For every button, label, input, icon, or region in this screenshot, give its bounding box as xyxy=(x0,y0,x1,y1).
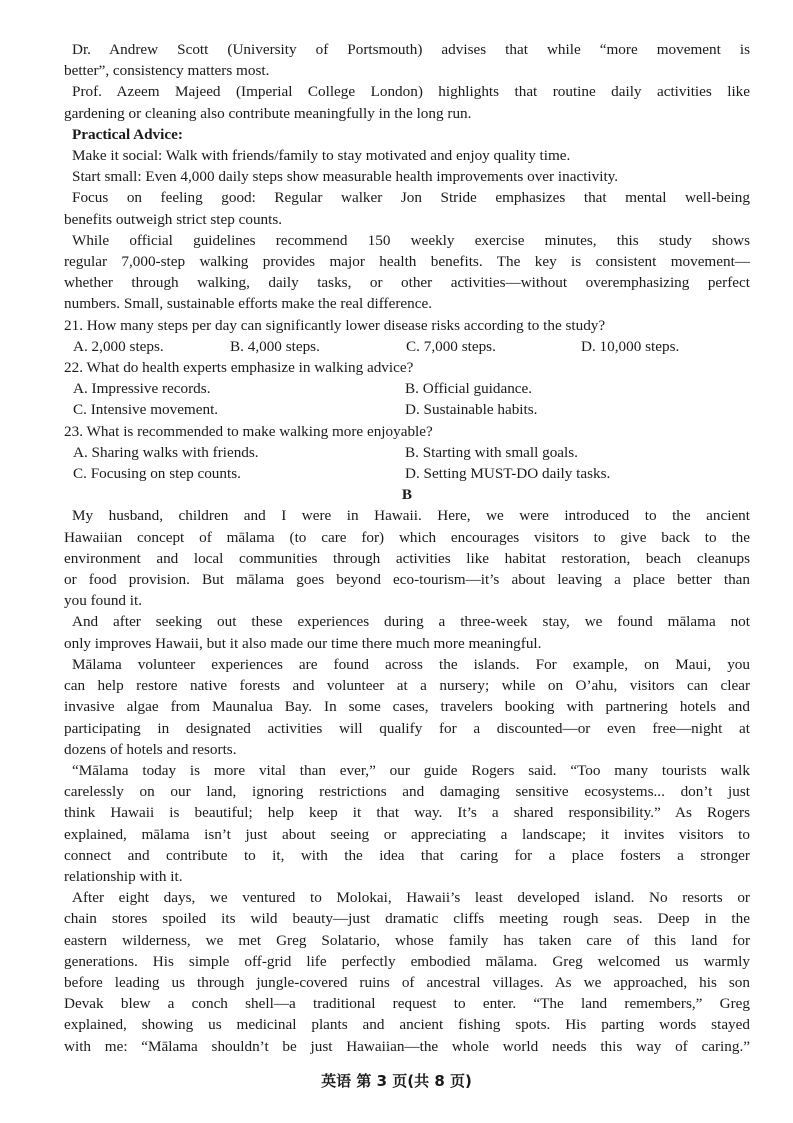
text-line: regular 7,000-step walking provides major health benefits. The key is consistent movement— xyxy=(64,253,750,271)
answer-option[interactable]: C. Intensive movement. xyxy=(73,401,219,419)
text-line: carelessly on our land, ignoring restrictions and damaging sensitive ecosystems... don’t just xyxy=(64,783,750,801)
text-line: participating in designated activities will qualify for a discounted—or even free—night at xyxy=(64,719,750,737)
text-line: While official guidelines recommend 150 weekly exercise minutes, this study shows xyxy=(72,231,750,249)
text-line: Mālama volunteer experiences are found across the islands. For example, on Maui, you xyxy=(72,655,750,673)
text-line: generations. His simple off-grid life perfectly embodied mālama. Greg welcomed us warmly xyxy=(64,952,750,970)
text-line: invasive algae from Maunalua Bay. In some cases, travelers booking with partnering hotels and xyxy=(64,698,750,716)
question-stem: 23. What is recommended to make walking more enjoyable? xyxy=(64,422,433,440)
answer-option[interactable]: A. Sharing walks with friends. xyxy=(73,443,259,461)
text-line: before leading us through jungle-covered ruins of ancestral villages. As we approached, his son xyxy=(64,973,750,991)
text-line: only improves Hawaii, but it also made our time there much more meaningful. xyxy=(64,634,542,652)
answer-option[interactable]: D. 10,000 steps. xyxy=(581,337,680,355)
text-line: Hawaiian concept of mālama (to care for) which encourages visitors to give back to the xyxy=(64,528,750,546)
practical-advice-heading: Practical Advice: xyxy=(72,125,183,143)
text-line: gardening or cleaning also contribute meaningfully in the long run. xyxy=(64,104,472,122)
section-b-heading: B xyxy=(401,486,413,504)
answer-option[interactable]: B. Official guidance. xyxy=(405,380,533,398)
passage-b xyxy=(64,505,750,1056)
text-line: Dr. Andrew Scott (University of Portsmouth) advises that while “more movement is xyxy=(72,41,750,58)
answer-option[interactable]: A. 2,000 steps. xyxy=(73,337,164,355)
text-line: My husband, children and I were in Hawaii. Here, we were introduced to the ancient xyxy=(72,507,750,525)
text-line: After eight days, we ventured to Molokai, Hawaii’s least developed island. No resorts or xyxy=(72,889,750,907)
answer-option[interactable]: B. 4,000 steps. xyxy=(230,337,320,355)
text-line: explained, showing us medicinal plants and ancient fishing spots. His parting words stayed xyxy=(64,1016,750,1034)
text-line: connect and contribute to it, with the idea that caring for a place fosters a stronger xyxy=(64,846,750,864)
answer-option[interactable]: D. Sustainable habits. xyxy=(405,401,538,419)
question-item xyxy=(64,421,750,485)
question-item xyxy=(64,315,750,357)
text-line: or food provision. But mālama goes beyond eco-tourism—it’s about leaving a place better than xyxy=(64,571,750,589)
text-line: relationship with it. xyxy=(64,867,183,885)
text-line: think Hawaii is beautiful; help keep it that way. It’s a shared responsibility.” As Rogers xyxy=(64,804,750,822)
text-line: you found it. xyxy=(64,592,143,610)
text-line: whether through walking, daily tasks, or other activities—without overemphasizing perfect xyxy=(64,274,750,292)
text-line: Focus on feeling good: Regular walker Jon Stride emphasizes that mental well-being xyxy=(72,189,750,207)
text-line: can help restore native forests and volunteer at a nursery; while on O’ahu, visitors can clear xyxy=(64,677,750,695)
answer-option[interactable]: C. Focusing on step counts. xyxy=(73,465,241,483)
answer-option[interactable]: D. Setting MUST-DO daily tasks. xyxy=(405,465,611,483)
text-line: benefits outweigh strict step counts. xyxy=(64,210,283,228)
answer-option[interactable]: B. Starting with small goals. xyxy=(405,443,578,461)
text-line: with me: “Mālama shouldn’t be just Hawaiian—the whole world needs this way of caring.” xyxy=(64,1037,750,1055)
text-line: explained, mālama isn’t just about seeing or appreciating a landscape; it invites visitors to xyxy=(64,825,750,843)
text-line: Make it social: Walk with friends/family to stay motivated and enjoy quality time. xyxy=(72,147,571,165)
question-stem: 22. What do health experts emphasize in walking advice? xyxy=(64,359,414,377)
text-line: “Mālama today is more vital than ever,” our guide Rogers said. “Too many tourists walk xyxy=(72,761,750,779)
question-item xyxy=(64,357,750,421)
question-stem: 21. How many steps per day can significantly lower disease risks according to the study? xyxy=(64,316,606,334)
text-line: And after seeking out these experiences during a three-week stay, we found mālama not xyxy=(72,613,750,631)
text-line: dozens of hotels and resorts. xyxy=(64,740,237,758)
text-line: chain stores spoiled its wild beauty—just dramatic cliffs meeting rough seas. Deep in the xyxy=(64,910,750,928)
question-list xyxy=(64,315,750,485)
text-line: Start small: Even 4,000 daily steps show measurable health improvements over inactivity. xyxy=(72,168,619,186)
text-line: numbers. Small, sustainable efforts make the real difference. xyxy=(64,295,433,313)
page-footer: 英语 第 3 页(共 8 页) xyxy=(321,1072,472,1090)
text-line: eastern wilderness, we met Greg Solatario, whose family has taken care of this land for xyxy=(64,931,750,949)
passage-a xyxy=(64,39,750,124)
text-line: environment and local communities through activities like habitat restoration, beach cleanups xyxy=(64,549,750,567)
text-line: Devak blew a conch shell—a traditional request to enter. “The land remembers,” Greg xyxy=(64,995,750,1013)
answer-option[interactable]: A. Impressive records. xyxy=(73,380,211,398)
exam-page xyxy=(64,39,750,1057)
practical-advice xyxy=(64,145,750,315)
text-line: Prof. Azeem Majeed (Imperial College London) highlights that routine daily activities like xyxy=(72,83,750,101)
answer-option[interactable]: C. 7,000 steps. xyxy=(406,337,496,355)
text-line: better”, consistency matters most. xyxy=(64,62,270,80)
